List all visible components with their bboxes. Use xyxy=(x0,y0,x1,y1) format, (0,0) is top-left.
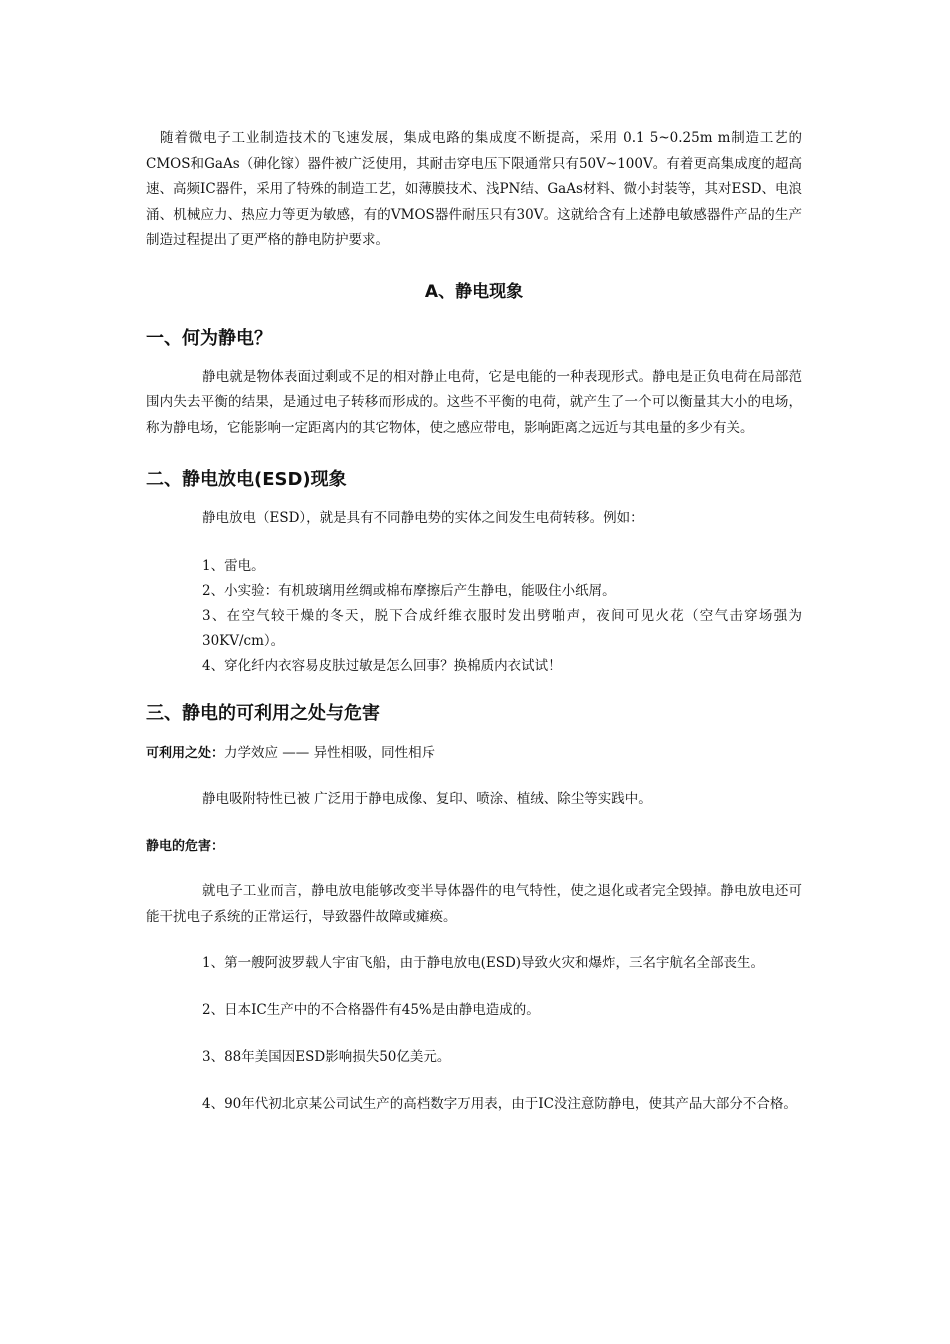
list-item: 2、小实验：有机玻璃用丝绸或棉布摩擦后产生静电，能吸住小纸屑。 xyxy=(202,582,616,599)
esd-definition-paragraph: 静电放电（ESD），就是具有不同静电势的实体之间发生电荷转移。例如： xyxy=(202,510,644,526)
list-item: 1、第一艘阿波罗载人宇宙飞船，由于静电放电(ESD)导致火灾和爆炸，三名宇航名全部丧生。 xyxy=(202,955,765,971)
section-a-title: A、静电现象 xyxy=(424,281,524,302)
heading-esd-phenomenon: 二、静电放电(ESD)现象 xyxy=(146,469,347,490)
uses-line xyxy=(146,741,802,767)
static-definition-paragraph: 静电就是物体表面过剩或不足的相对静止电荷，它是电能的一种表现形式。静电是正负电荷在局部范围内失去平衡的结果，是通过电子转移而形成的。这些不平衡的电荷，就产生了一个可以衡量其大小的电场，称为静电场，它能影响一定距离内的其它物体，使之感应带电，影响距离之远近与其电量的多少有关。 xyxy=(146,368,802,436)
heading-uses-and-harms: 三、静电的可利用之处与危害 xyxy=(146,702,380,724)
harms-paragraph: 就电子工业而言，静电放电能够改变半导体器件的电气特性，使之退化或者完全毁掉。静电放电还可能干扰电子系统的正常运行，导致器件故障或瘫痪。 xyxy=(146,883,802,925)
list-item: 3、在空气较干燥的冬天，脱下合成纤维衣服时发出劈啪声，夜间可见火花（空气击穿场强为30KV/cm）。 xyxy=(202,607,802,649)
list-item: 2、日本IC生产中的不合格器件有45%是由静电造成的。 xyxy=(202,1002,540,1018)
list-item: 4、90年代初北京某公司试生产的高档数字万用表，由于IC没注意防静电，使其产品大部分不合格。 xyxy=(202,1096,797,1112)
esd-example-list xyxy=(146,554,802,679)
document-page xyxy=(146,126,802,1117)
harms-line xyxy=(146,834,802,860)
uses-label: 可利用之处： xyxy=(146,745,225,761)
uses-text: 力学效应 —— 异性相吸，同性相斥 xyxy=(224,744,436,761)
heading-what-is-static: 一、何为静电？ xyxy=(146,327,272,349)
list-item: 3、88年美国因ESD影响损失50亿美元。 xyxy=(202,1049,451,1065)
harms-label: 静电的危害： xyxy=(146,838,225,854)
intro-paragraph: 随着微电子工业制造技术的飞速发展，集成电路的集成度不断提高，采用 0.1 5~0.25m m制造工艺的CMOS和GaAs（砷化镓）器件被广泛使用，其耐击穿电压下限通常只有50V~100V。有着更高集成度的超高速、高频IC器件，采用了特殊的制造工艺，如薄膜技术、浅PN结、GaAs材料、微小封装等，其对ESD、电浪涌、机械应力、热应力等更为敏感，有的VMOS器件耐压只有30V。这就给含有上述静电敏感器件产品的生产制造过程提出了更严格的静电防护要求。 xyxy=(146,130,802,248)
uses-paragraph: 静电吸附特性已被 广泛用于静电成像、复印、喷涂、植绒、除尘等实践中。 xyxy=(202,791,652,807)
list-item: 4、穿化纤内衣容易皮肤过敏是怎么回事？换棉质内衣试试！ xyxy=(202,657,562,674)
list-item: 1、雷电。 xyxy=(202,557,265,574)
